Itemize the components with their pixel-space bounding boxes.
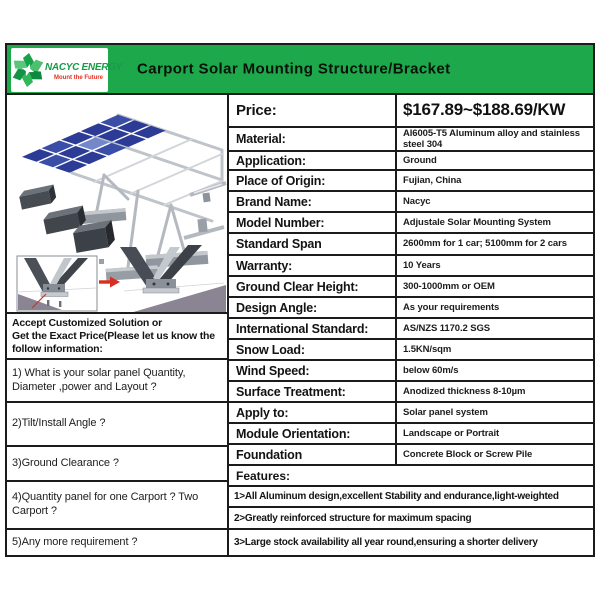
- feature-row-3: [229, 530, 593, 555]
- carport-structure-illustration: [7, 95, 227, 314]
- logo-tagline-text: Mount the Future: [54, 75, 103, 81]
- page-title: Carport Solar Mounting Structure/Bracket: [137, 60, 451, 78]
- spec-value: below 60m/s: [403, 364, 459, 376]
- spec-label: Foundation: [229, 445, 397, 464]
- spec-label: Place of Origin:: [229, 171, 397, 190]
- spec-value: Concrete Block or Screw Pile: [403, 448, 533, 460]
- spec-label: Ground Clear Height:: [229, 277, 397, 296]
- price-row: [229, 95, 593, 128]
- spec-value: 300-1000mm or OEM: [403, 280, 495, 292]
- content-area: [7, 95, 593, 555]
- spec-row-standard: [229, 319, 593, 340]
- product-sheet: [5, 43, 595, 557]
- spec-row-material: [229, 128, 593, 152]
- spec-label: International Standard:: [229, 319, 397, 338]
- spec-value: Al6005-T5 Aluminum alloy and stainless steel 304: [403, 127, 580, 150]
- spec-row-foundation: [229, 445, 593, 466]
- question-text: 2)Tilt/Install Angle ?: [12, 417, 106, 430]
- spec-row-brand: [229, 192, 593, 213]
- spec-value: 10 Years: [403, 259, 441, 271]
- spec-label: Wind Speed:: [229, 361, 397, 380]
- spec-value: 2600mm for 1 car; 5100mm for 2 cars: [403, 238, 567, 250]
- spec-value: Ground: [403, 154, 437, 166]
- nacyc-logo: [11, 48, 122, 92]
- feature-row-1: [229, 487, 593, 508]
- spec-value: Anodized thickness 8-10µm: [403, 385, 526, 397]
- custom-solution-line1: Accept Customized Solution or: [12, 317, 162, 329]
- rail-detail-bottom-icon: [184, 219, 224, 238]
- feature-row-2: [229, 508, 593, 530]
- feature-text: 3>Large stock availability all year round,ensuring a shorter delivery: [234, 537, 538, 548]
- question-item-1: [7, 360, 227, 403]
- spec-row-clear-height: [229, 277, 593, 298]
- spec-row-design-angle: [229, 298, 593, 319]
- spec-value: Landscape or Portrait: [403, 427, 500, 439]
- bracket-inset-right: [120, 245, 226, 313]
- spec-row-warranty: [229, 256, 593, 277]
- question-item-3: [7, 447, 227, 482]
- logo-brand-text: NACYC ENERGY: [45, 62, 122, 73]
- spec-row-snow-load: [229, 340, 593, 361]
- question-item-5: [7, 530, 227, 555]
- feature-text: 1>All Aluminum design,excellent Stability and endurance,light-weighted: [234, 491, 559, 502]
- price-value: $167.89~$188.69/KW: [403, 100, 566, 120]
- spec-label: Module Orientation:: [229, 424, 397, 443]
- spec-label: Design Angle:: [229, 298, 397, 317]
- custom-solution-note: [7, 314, 227, 360]
- left-column: [7, 95, 229, 555]
- solar-panels-group: [22, 115, 166, 173]
- spec-row-wind-speed: [229, 361, 593, 382]
- spec-row-apply-to: [229, 403, 593, 424]
- spec-value: AS/NZS 1170.2 SGS: [403, 322, 491, 334]
- spec-value: Nacyc: [403, 195, 431, 207]
- header-bar: [7, 45, 593, 95]
- spec-table: [229, 95, 593, 555]
- spec-value: Solar panel system: [403, 406, 488, 418]
- product-image: [7, 95, 227, 314]
- custom-solution-line2: Get the Exact Price(Please let us know the follow information:: [12, 329, 215, 355]
- features-header-row: [229, 466, 593, 487]
- spec-label: Model Number:: [229, 213, 397, 232]
- question-text: 5)Any more requirement ?: [12, 535, 138, 548]
- question-text: 4)Quantity panel for one Carport ? Two Carport ?: [12, 491, 199, 517]
- spec-label: Snow Load:: [229, 340, 397, 359]
- spec-row-surface: [229, 382, 593, 403]
- spec-value: As your requirements: [403, 301, 500, 313]
- spec-value: Fujian, China: [403, 174, 462, 186]
- spec-row-orientation: [229, 424, 593, 445]
- question-text: 3)Ground Clearance ?: [12, 456, 119, 469]
- spec-row-application: [229, 152, 593, 171]
- bracket-inset-left: [17, 256, 104, 311]
- spec-value: Adjustale Solar Mounting System: [403, 216, 551, 228]
- spec-label: Application:: [229, 152, 397, 169]
- spec-label: Brand Name:: [229, 192, 397, 211]
- spec-row-span: [229, 234, 593, 256]
- spec-label: Material:: [229, 128, 397, 150]
- spec-label: Surface Treatment:: [229, 382, 397, 401]
- spec-label: Standard Span: [229, 234, 397, 254]
- price-label: Price:: [229, 95, 397, 126]
- question-text: 1) What is your solar panel Quantity, Diameter ,power and Layout ?: [12, 366, 186, 393]
- question-item-2: [7, 403, 227, 447]
- features-label: Features:: [236, 468, 291, 483]
- feature-text: 2>Greatly reinforced structure for maximum spacing: [234, 512, 472, 524]
- spec-row-model: [229, 213, 593, 234]
- spec-label: Apply to:: [229, 403, 397, 422]
- spec-row-origin: [229, 171, 593, 192]
- spec-label: Warranty:: [229, 256, 397, 275]
- spec-value: 1.5KN/sqm: [403, 343, 452, 355]
- question-item-4: [7, 482, 227, 530]
